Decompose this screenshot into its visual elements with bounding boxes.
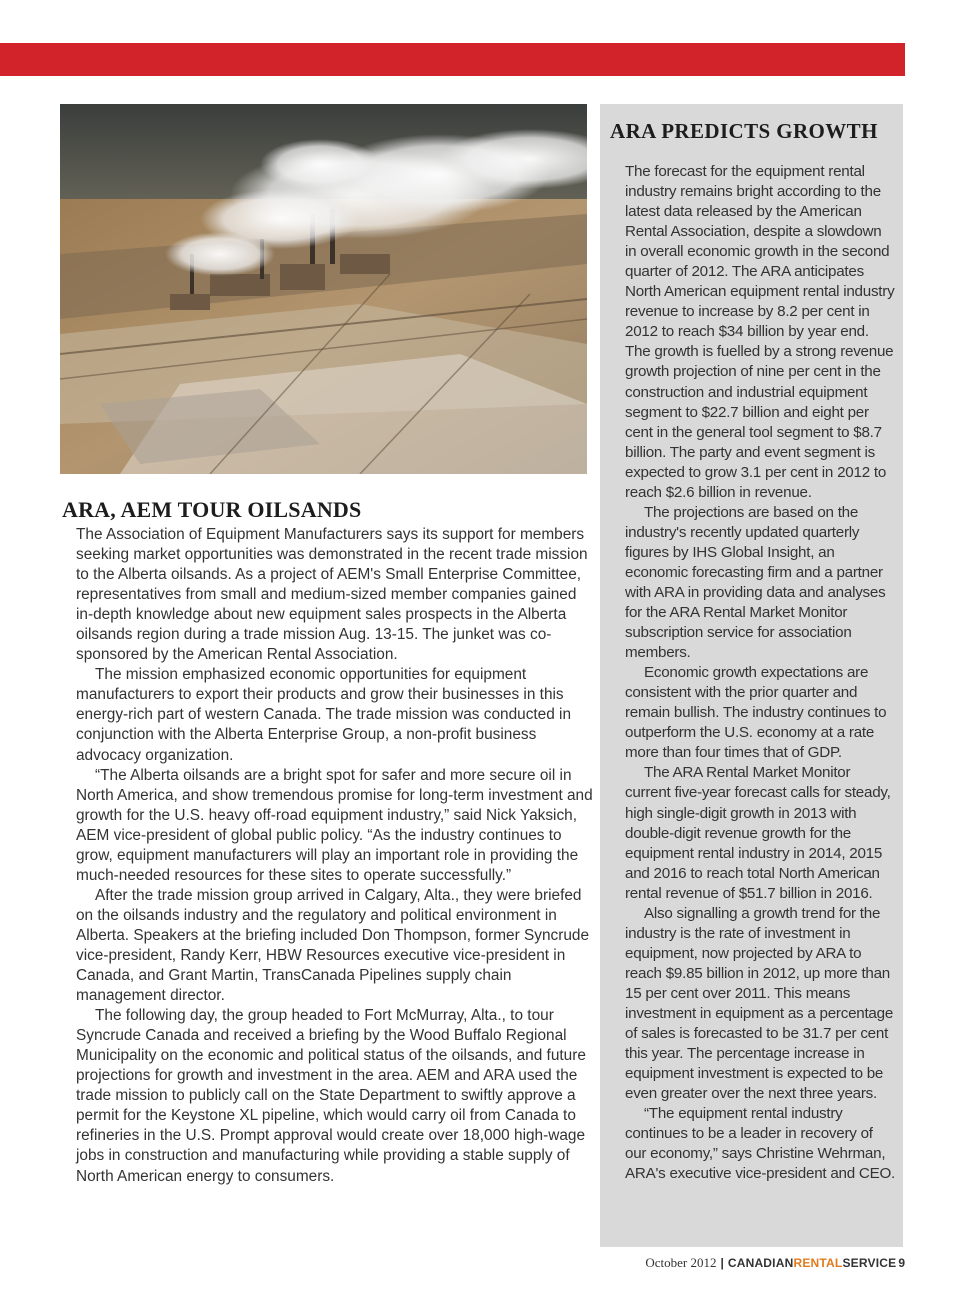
sidebar-paragraph: Economic growth expectations are consistent with the prior quarter and remain bullish. The industry continues to outperform the U.S. economy at a rate more than four times that of GDP.	[625, 664, 887, 762]
sidebar-paragraph: The forecast for the equipment rental industry remains bright according to the latest data released by the American Rental Association, despite a slowdown in overall economic growth in the second quarter of 2012. The ARA anticipates North American equipment rental industry revenue to increase by 8.2 per cent in 2012 to reach $34 billion by year end. The growth is fuelled by a strong revenue growth projection of nine per cent in the construction and industrial equipment segment to $22.7 billion and eight per cent in the general tool segment to $8.7 billion. The party and event segment is expected to grow 3.1 per cent in 2012 to reach $2.6 billion in revenue.	[625, 163, 895, 501]
sidebar-heading: ARA PREDICTS GROWTH	[610, 119, 878, 143]
sidebar-box	[600, 104, 903, 1247]
brand-part-rental: RENTAL	[793, 1256, 843, 1270]
brand-part-canadian: CANADIAN	[727, 1256, 794, 1270]
left-paragraph: The mission emphasized economic opportunities for equipment manufacturers to export their products and grow their businesses in this energy-rich part of western Canada. The trade mission was conducted in conjunction with the Alberta Enterprise Group, a non-profit business advocacy organization.	[76, 666, 572, 764]
sidebar-paragraph: The projections are based on the industry's recently updated quarterly figures by IHS Global Insight, an economic forecasting firm and a partner with ARA in providing data and analyses for the ARA Rental Market Monitor subscription service for association members.	[625, 503, 886, 662]
top-red-banner	[0, 43, 905, 76]
footer-separator: |	[720, 1256, 724, 1270]
left-paragraph: “The Alberta oilsands are a bright spot for safer and more secure oil in North America, and show tremendous promise for long-term investment and growth for the U.S. heavy off-road equipment industry,” said Nick Yaksich, AEM vice-president of global public policy. “As the industry continues to grow, equipment manufacturers will play an important role in providing the much-needed resources for these sites to operate successfully.”	[76, 766, 593, 884]
aerial-oilsands-photo	[60, 104, 587, 474]
page-footer	[645, 1255, 905, 1271]
left-paragraph: After the trade mission group arrived in Calgary, Alta., they were briefed on the oilsands industry and the regulatory and political environment in Alberta. Speakers at the briefing included Don Thompson, former Syncrude vice-president, Randy Kerr, HBW Resources executive vice-president in Canada, and Grant Martin, TransCanada Pipelines supply chain management director.	[76, 886, 590, 1005]
sidebar-paragraph: “The equipment rental industry continues to be a leader in recovery of our economy,” says Christine Wehrman, ARA's executive vice-president and CEO.	[625, 1105, 896, 1183]
left-article-heading: ARA, AEM TOUR OILSANDS	[62, 497, 362, 522]
photo-illustration	[60, 104, 587, 474]
left-paragraph: The Association of Equipment Manufacturers says its support for members seeking market opportunities was demonstrated in the recent trade mission to the Alberta oilsands. As a project of AEM's Small Enterprise Committee, representatives from small and medium-sized member companies gained in-depth knowledge about new equipment sales prospects in the Alberta oilsands region during a trade mission Aug. 13-15. The junket was co-sponsored by the American Rental Association.	[76, 526, 588, 664]
footer-brand	[728, 1256, 896, 1270]
sidebar-body	[625, 162, 896, 1184]
left-article-body	[76, 525, 596, 1187]
brand-part-service: SERVICE	[842, 1256, 897, 1270]
footer-date: October 2012	[645, 1255, 717, 1270]
left-paragraph: The following day, the group headed to Fort McMurray, Alta., to tour Syncrude Canada and received a briefing by the Wood Buffalo Regional Municipality on the economic and political status of the oilsands, and future projections for growth and investment in the area. AEM and ARA used the trade mission to publicly call on the State Department to swiftly approve a permit for the Keystone XL pipeline, which would carry oil from Canada to refineries in the U.S. Prompt approval would create over 18,000 high-wage jobs in construction and manufacturing while providing a stable supply of North American energy to consumers.	[76, 1007, 586, 1185]
page-number: 9	[898, 1256, 905, 1270]
sidebar-paragraph: Also signalling a growth trend for the industry is the rate of investment in equipment, now projected by ARA to reach $9.85 billion in 2012, up more than 15 per cent over 2011. This means investment in equipment as a percentage of sales is forecasted to be 31.7 per cent this year. The percentage increase in equipment investment is expected to be even greater over the next three years.	[625, 904, 894, 1103]
sidebar-paragraph: The ARA Rental Market Monitor current five-year forecast calls for steady, high single-digit growth in 2013 with double-digit revenue growth for the equipment rental industry in 2014, 2015 and 2016 to reach total North American rental revenue of $51.7 billion in 2016.	[625, 764, 891, 902]
